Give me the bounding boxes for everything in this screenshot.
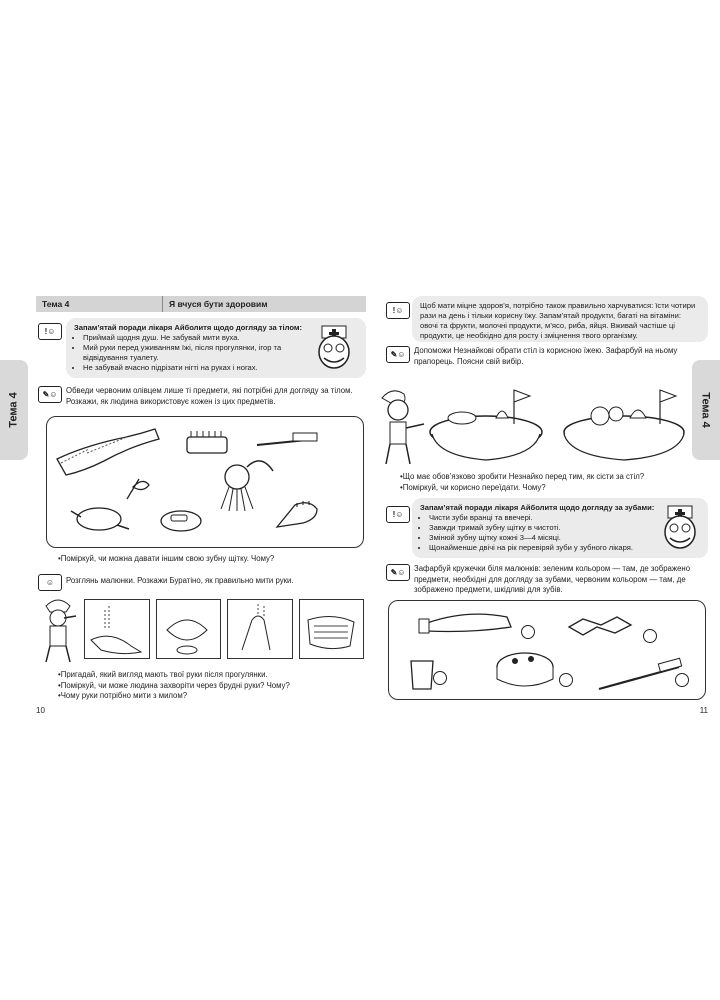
question-text: • Що має обов’язково зробити Незнайко перед тим, як сісти за стіл?	[400, 472, 700, 483]
task-circle-items: Обведи червоним олівцем лише ті предмети, які потрібні для догляду за тілом. Розкажи, як людина використовує кожен із цих предметів.	[66, 386, 353, 406]
teeth-items-frame	[388, 600, 706, 700]
pencil-task-icon: ✎☺	[38, 386, 62, 403]
question-text: • Поміркуй, чи корисно переїдати. Чому?	[400, 483, 700, 494]
topic-title: Я вчуся бути здоровим	[169, 299, 268, 309]
answer-circle[interactable]	[433, 671, 447, 685]
right-page	[378, 296, 708, 716]
answer-circle[interactable]	[675, 673, 689, 687]
answer-circle[interactable]	[521, 625, 535, 639]
body-care-tips	[66, 318, 366, 378]
attention-icon: !☺	[386, 302, 410, 319]
side-tab-label: Тема 4	[8, 392, 20, 428]
tip-item: • Не забувай вчасно підрізати нігті на руках і ногах.	[83, 363, 303, 373]
tips-intro: Запам’ятай поради лікаря Айболитя щодо догляду за зубами:	[420, 503, 655, 512]
task-wash-hands: Розглянь малюнки. Розкажи Буратіно, як правильно мити руки.	[66, 576, 294, 585]
topic-header	[36, 296, 366, 312]
question-text: • Чому руки потрібно мити з милом?	[58, 691, 358, 702]
step-soap-hands	[156, 599, 222, 659]
tip-item: • Мий руки перед уживанням їжі, після прогулянки, ігор та відвідування туалету.	[83, 343, 303, 363]
nutrition-info: Щоб мати міцне здоров’я, потрібно також правильно харчуватися: їсти чотири рази на день і тільки корисну їжу. Запам’ятай продукти, багаті на вітаміни: овочі та фрукти, молочні продукти, м’ясо, риба, яйця. Вживай частіше ці продукти, це необхідно для росту і зміцнення твого організму.	[412, 296, 708, 342]
doctor-aibolit-icon	[658, 504, 702, 552]
buratino-illustration	[38, 596, 78, 666]
tip-item: • Чисти зуби вранці та ввечері.	[429, 513, 659, 523]
topic-label: Тема 4	[36, 296, 163, 312]
task-color-circles: Зафарбуй кружечки біля малюнків: зеленим кольором — там, де зображено предмети, необхідні для догляду за зубами, червоним кольором — там, де зображено предмети, шкідливі для зубів.	[414, 564, 691, 594]
tip-item: • Приймай щодня душ. Не забувай мити вуха.	[83, 333, 303, 343]
two-tables-illustration	[378, 378, 708, 470]
hygiene-items-illustration	[47, 417, 363, 547]
side-tab-label: Тема 4	[700, 392, 712, 428]
tip-item: • Щонайменше двічі на рік перевіряй зуби у зубного лікаря.	[429, 543, 659, 553]
question-text: • Поміркуй, чи можна давати іншим свою зубну щітку. Чому?	[58, 554, 358, 565]
talk-task-icon: ☺	[38, 574, 62, 591]
step-wet-hands	[84, 599, 150, 659]
doctor-aibolit-icon	[312, 324, 356, 372]
question-text: • Поміркуй, чи може людина захворіти через брудні руки? Чому?	[58, 681, 358, 692]
questions-hands	[58, 670, 358, 702]
pencil-task-icon: ✎☺	[386, 346, 410, 363]
page-number-left: 10	[36, 706, 45, 715]
side-tab-left	[0, 360, 28, 460]
task-choose-table: Допоможи Незнайкові обрати стіл із корисною їжею. Зафарбуй на ньому прапорець. Поясни свій вибір.	[414, 346, 678, 366]
hygiene-items-frame	[46, 416, 364, 548]
step-dry-hands	[299, 599, 365, 659]
tips-intro: Запам’ятай поради лікаря Айболитя щодо догляду за тілом:	[74, 323, 303, 332]
page-number-right: 11	[699, 706, 708, 715]
step-rinse-hands	[227, 599, 293, 659]
tip-item: • Завжди тримай зубну щітку в чистоті.	[429, 523, 659, 533]
pencil-task-icon: ✎☺	[386, 564, 410, 581]
attention-icon: !☺	[386, 506, 410, 523]
hand-washing-steps	[84, 599, 364, 659]
question-toothbrush	[58, 554, 358, 565]
attention-icon: !☺	[38, 323, 62, 340]
left-page	[36, 296, 366, 716]
questions-table	[400, 472, 700, 493]
question-text: • Пригадай, який вигляд мають твої руки після прогулянки.	[58, 670, 358, 681]
teeth-care-tips	[412, 498, 708, 558]
answer-circle[interactable]	[643, 629, 657, 643]
answer-circle[interactable]	[559, 673, 573, 687]
tip-item: • Змінюй зубну щітку кожні 3—4 місяці.	[429, 533, 659, 543]
